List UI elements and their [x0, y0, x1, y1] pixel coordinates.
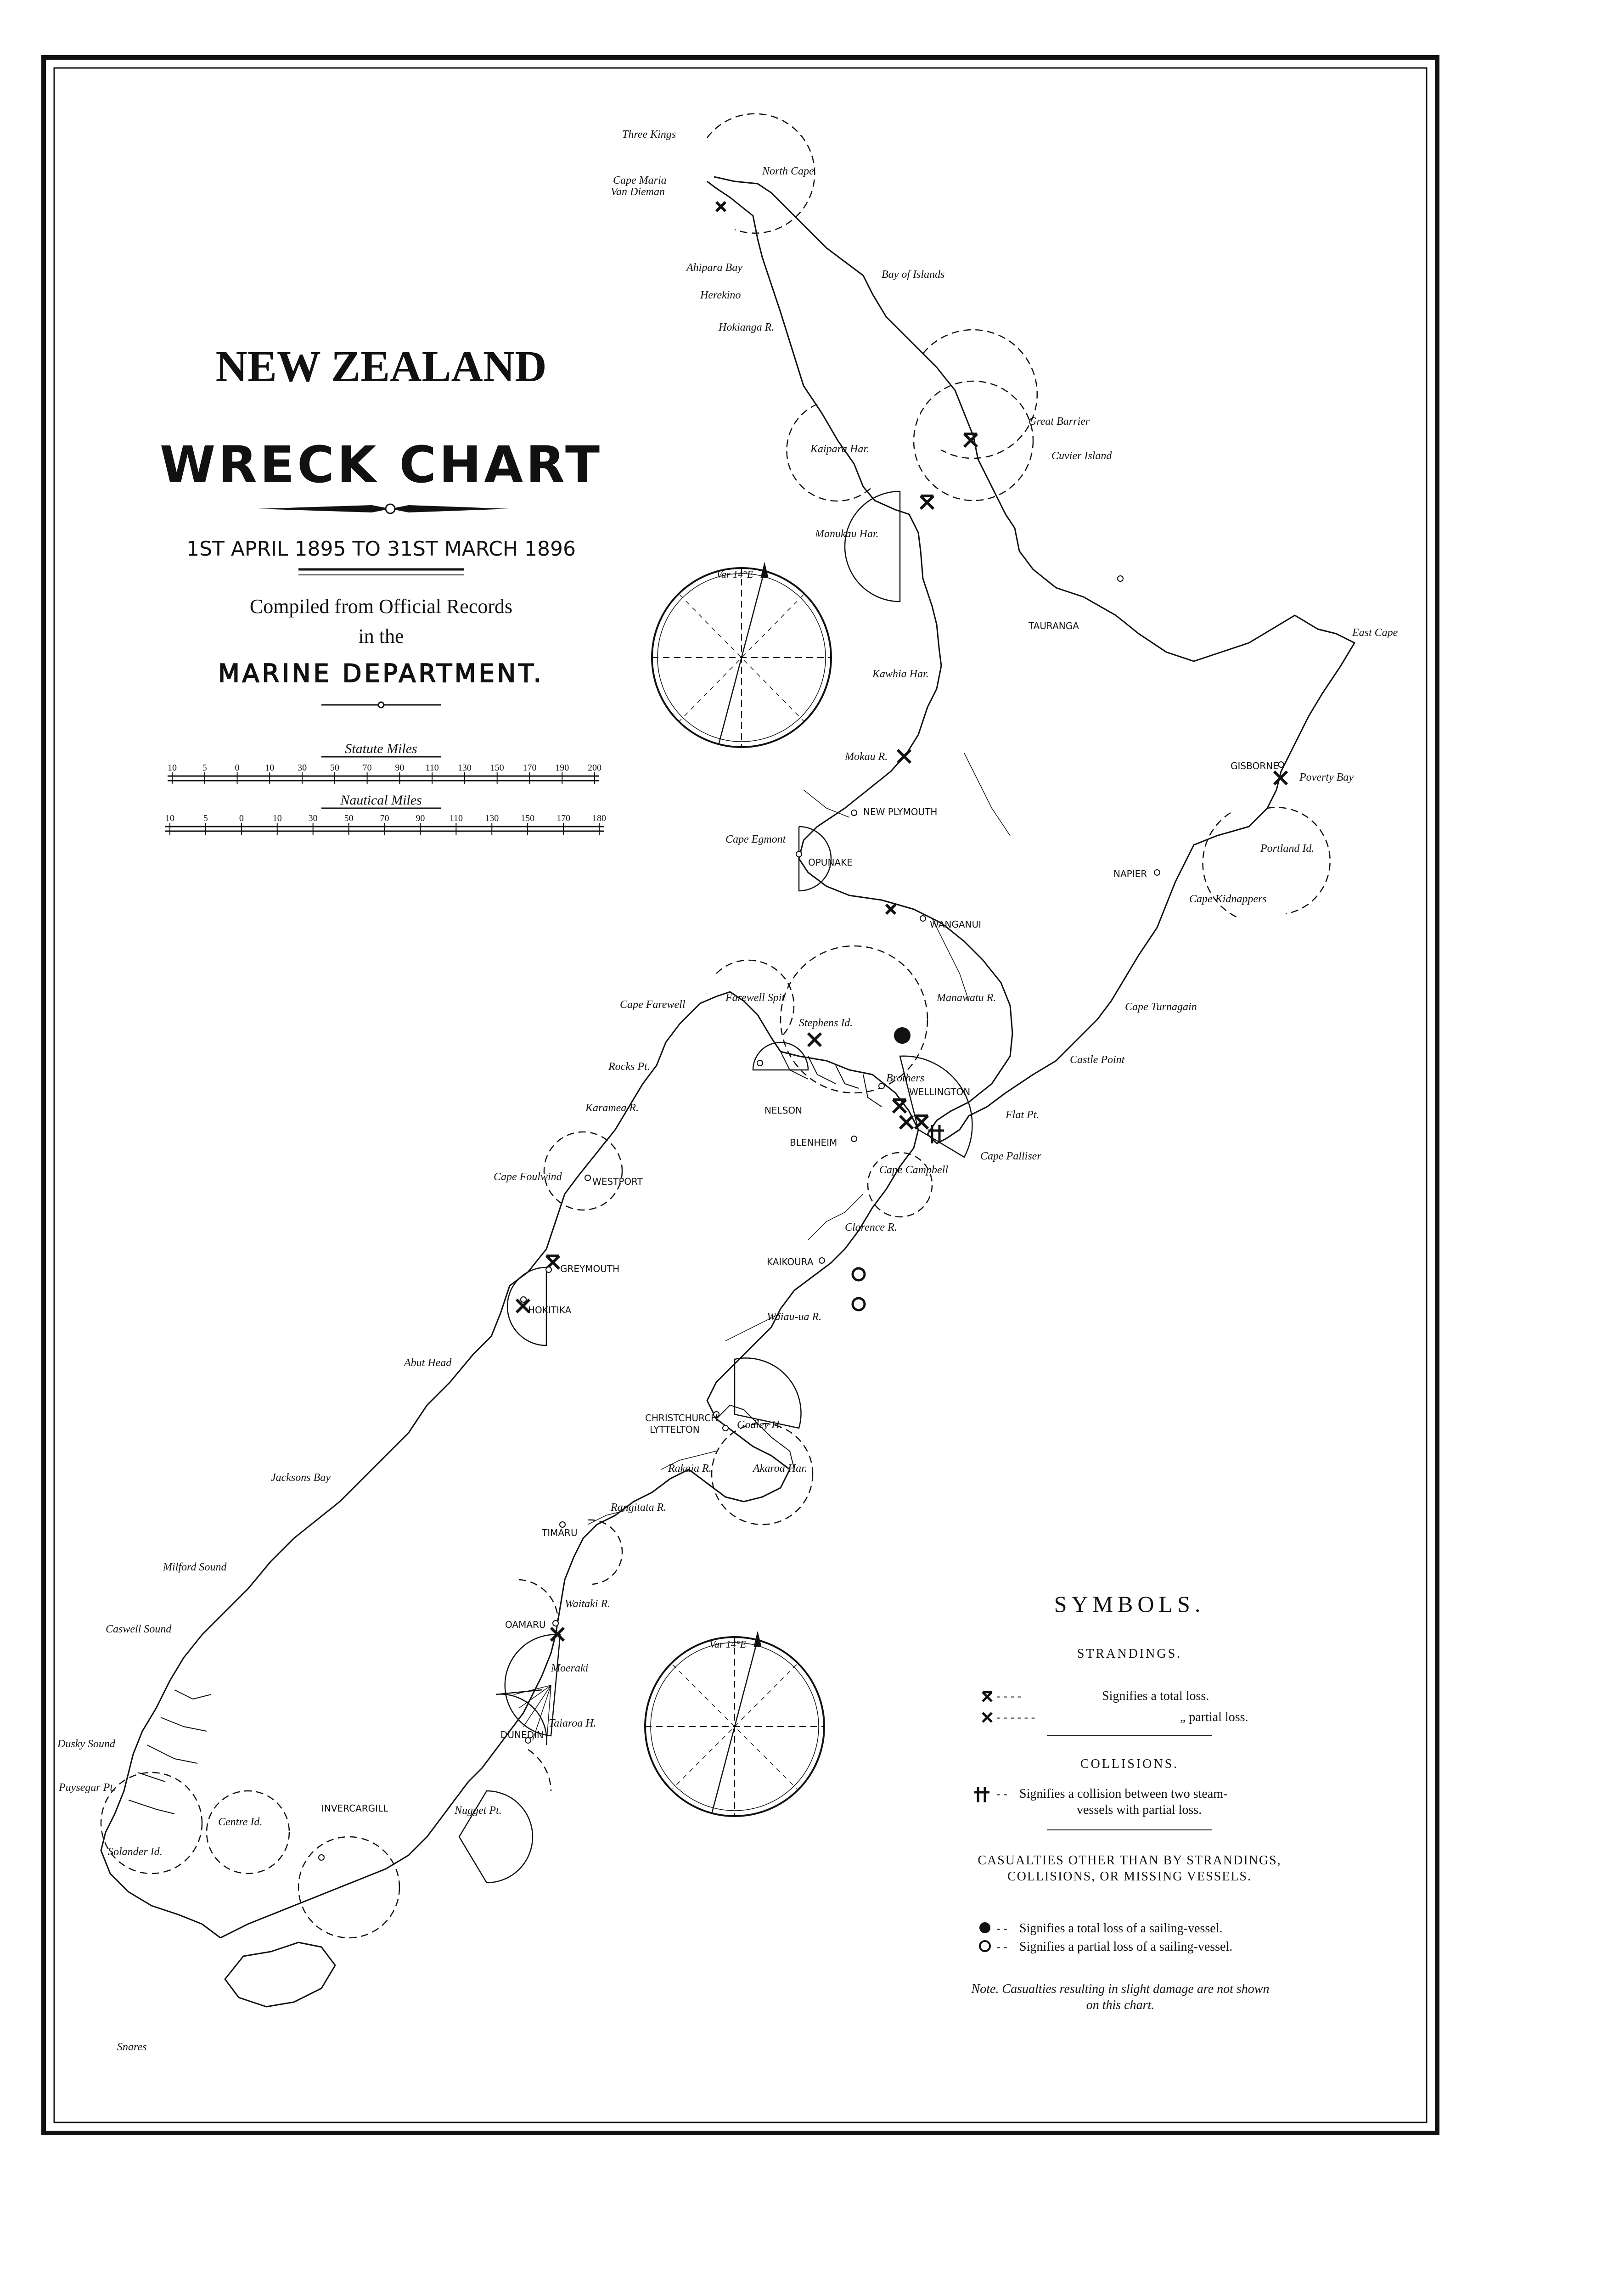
- stranding-total-kawau: [964, 434, 977, 447]
- statute-tick-label: 10: [168, 763, 177, 773]
- light-arc-cape-campbell: [868, 1153, 932, 1217]
- label-great-barrier: Great Barrier: [1029, 416, 1090, 428]
- label-manawatu: Manawatu R.: [937, 992, 996, 1004]
- stranding-partial-wanganui: [886, 905, 895, 914]
- label-blenheim: BLENHEIM: [790, 1137, 838, 1148]
- label-bay-of-islands: Bay of Islands: [882, 269, 945, 281]
- label-wellington: WELLINGTON: [909, 1086, 971, 1097]
- label-jacksons: Jacksons Bay: [271, 1472, 331, 1484]
- title-period: 1ST APRIL 1895 TO 31ST MARCH 1896: [186, 537, 576, 561]
- statute-scale-bar: [168, 776, 599, 781]
- department-rule: [321, 702, 441, 708]
- label-waitaki: Waitaki R.: [565, 1598, 611, 1610]
- sailing-partial-loss-kaikoura-2: [853, 1298, 865, 1310]
- label-wanganui: WANGANUI: [930, 919, 982, 930]
- legend-casualties-2: COLLISIONS, OR MISSING VESSELS.: [1007, 1869, 1252, 1884]
- stranding-total-wellington-1: [893, 1100, 906, 1113]
- label-caswell: Caswell Sound: [106, 1623, 172, 1635]
- legend-strandings: STRANDINGS.: [1077, 1647, 1182, 1661]
- nautical-tick-label: 150: [521, 813, 535, 823]
- title-department: MARINE DEPARTMENT.: [218, 659, 544, 688]
- label-abut-head: Abut Head: [404, 1357, 452, 1369]
- nautical-tick-label: 90: [416, 813, 425, 823]
- label-nugget: Nugget Pt.: [455, 1805, 502, 1817]
- svg-text:- - - - - -: - - - - - -: [996, 1711, 1035, 1724]
- place-labels: [57, 129, 1398, 2053]
- light-arc-mokohinau: [923, 330, 1037, 458]
- statute-tick-label: 190: [555, 763, 569, 773]
- stranding-partial-cape-maria: [716, 202, 725, 211]
- label-cape-palliser: Cape Palliser: [980, 1150, 1041, 1162]
- statute-tick-label: 10: [265, 763, 275, 773]
- statute-tick-label: 200: [588, 763, 601, 773]
- label-cape-egmont: Cape Egmont: [725, 833, 786, 845]
- label-oamaru: OAMARU: [505, 1619, 546, 1630]
- stranding-partial-wellington-2: [900, 1116, 913, 1129]
- label-mokau: Mokau R.: [845, 751, 888, 763]
- light-arc-centre-island: [207, 1791, 289, 1874]
- nautical-tick-label: 10: [272, 813, 282, 823]
- legend-sail-partial-text: Signifies a partial loss of a sailing-vessel.: [1019, 1940, 1233, 1954]
- label-hokitika: HOKITIKA: [528, 1305, 572, 1316]
- stranding-total-auckland: [921, 496, 933, 509]
- label-stephens: Stephens Id.: [799, 1017, 853, 1029]
- legend-total-loss-text: Signifies a total loss.: [1102, 1689, 1209, 1703]
- compass-var-label-south: Var 14°E: [709, 1638, 747, 1650]
- light-arc-cape-saunders: [528, 1750, 551, 1791]
- label-north-cape: North Cape: [762, 165, 814, 177]
- label-clarence: Clarence R.: [845, 1221, 897, 1233]
- statute-tick-label: 110: [425, 763, 439, 773]
- legend-heading: SYMBOLS.: [1054, 1591, 1205, 1617]
- statute-tick-label: 30: [298, 763, 307, 773]
- statute-tick-label: 130: [457, 763, 472, 773]
- label-centre-island: Centre Id.: [218, 1816, 263, 1828]
- nautical-tick-label: 30: [308, 813, 318, 823]
- nautical-tick-label: 110: [449, 813, 463, 823]
- legend-note-1: Note. Casualties resulting in slight damage are not shown: [971, 1982, 1270, 1996]
- nautical-tick-label: 180: [592, 813, 606, 823]
- compass-rose-north: [652, 563, 831, 747]
- south-island-west-coast: [101, 1003, 700, 1938]
- label-rocks-pt: Rocks Pt.: [608, 1061, 650, 1073]
- legend-collision-symbol: [974, 1787, 989, 1802]
- sailing-total-loss-cook-strait: [895, 1029, 909, 1042]
- label-invercargill: INVERCARGILL: [321, 1803, 388, 1814]
- label-cape-maria: Cape Maria: [613, 174, 667, 186]
- svg-text:- -: - -: [996, 1922, 1007, 1935]
- label-cape-turnagain: Cape Turnagain: [1125, 1001, 1197, 1013]
- legend-sail-total-text: Signifies a total loss of a sailing-vessel.: [1019, 1921, 1223, 1936]
- label-rakaia: Rakaia R.: [668, 1463, 712, 1474]
- label-christchurch: CHRISTCHURCH: [645, 1412, 718, 1424]
- south-island-east-coast: [220, 992, 918, 1938]
- light-arc-tiritiri: [914, 381, 1033, 501]
- label-new-plymouth: NEW PLYMOUTH: [863, 806, 938, 817]
- label-portland: Portland Id.: [1260, 843, 1315, 855]
- title-compiled: Compiled from Official Records: [249, 595, 513, 618]
- legend: [971, 1591, 1282, 2012]
- label-dusky: Dusky Sound: [57, 1738, 115, 1750]
- nautical-tick-label: 0: [239, 813, 244, 823]
- title-new-zealand: NEW ZEALAND: [215, 342, 547, 391]
- legend-partial-loss-text: „ partial loss.: [1180, 1710, 1248, 1724]
- label-kaipara: Kaipara Har.: [810, 443, 870, 455]
- label-manukau: Manukau Har.: [815, 528, 879, 540]
- label-godley: Godley H.: [737, 1419, 782, 1431]
- nautical-tick-label: 10: [165, 813, 174, 823]
- legend-collisions: COLLISIONS.: [1080, 1757, 1179, 1771]
- nautical-tick-label: 130: [485, 813, 499, 823]
- label-hokianga: Hokianga R.: [719, 321, 775, 333]
- legend-collision-text-1: Signifies a collision between two steam-: [1019, 1787, 1228, 1801]
- label-gisborne: GISBORNE: [1231, 760, 1279, 771]
- legend-collision-text-2: vessels with partial loss.: [1077, 1803, 1202, 1817]
- legend-partial-loss-symbol: [983, 1713, 992, 1722]
- label-cape-kidnappers: Cape Kidnappers: [1189, 893, 1267, 905]
- label-herekino: Herekino: [700, 289, 741, 301]
- statute-tick-label: 70: [362, 763, 372, 773]
- label-puysegur: Puysegur Pt.: [59, 1782, 116, 1794]
- label-lyttelton: LYTTELTON: [650, 1424, 700, 1435]
- label-cape-campbell: Cape Campbell: [879, 1164, 948, 1176]
- label-brothers: Brothers: [886, 1072, 925, 1084]
- label-flat-pt: Flat Pt.: [1006, 1109, 1040, 1121]
- label-greymouth: GREYMOUTH: [560, 1263, 620, 1274]
- nautical-tick-label: 5: [203, 813, 208, 823]
- compass-rose-south: [645, 1632, 824, 1816]
- label-nelson: NELSON: [764, 1105, 803, 1116]
- label-castle-point: Castle Point: [1070, 1054, 1125, 1066]
- compass-var-label-north: Var 14°E: [716, 568, 753, 580]
- legend-total-loss-symbol: [983, 1692, 992, 1701]
- label-napier: NAPIER: [1113, 868, 1147, 879]
- label-taiaroa: Taiaroa H.: [549, 1717, 596, 1729]
- nautical-tick-label: 70: [380, 813, 389, 823]
- label-east-cape: East Cape: [1352, 627, 1398, 639]
- svg-text:- -: - -: [996, 1940, 1007, 1953]
- statute-tick-label: 50: [330, 763, 339, 773]
- legend-sail-total-symbol: [979, 1922, 990, 1933]
- statute-tick-label: 170: [523, 763, 537, 773]
- label-cape-foulwind: Cape Foulwind: [494, 1171, 562, 1183]
- light-arc-godley: [735, 1358, 801, 1428]
- statute-tick-label: 150: [490, 763, 504, 773]
- stranding-partial-mokau: [898, 750, 911, 763]
- scale-bars: [165, 741, 606, 835]
- light-arc-dog-island: [298, 1837, 399, 1938]
- title-block: [160, 342, 602, 708]
- legend-casualties-1: CASUALTIES OTHER THAN BY STRANDINGS,: [978, 1853, 1282, 1868]
- label-farewell-spit: Farewell Spit: [725, 992, 785, 1004]
- stewart-island: [225, 1942, 335, 2007]
- label-milford: Milford Sound: [163, 1561, 227, 1573]
- label-westport: WESTPORT: [592, 1176, 643, 1187]
- label-van-dieman: Van Dieman: [611, 186, 665, 198]
- label-karamea: Karamea R.: [585, 1102, 639, 1114]
- label-timaru: TIMARU: [542, 1527, 578, 1538]
- title-in-the: in the: [358, 625, 404, 647]
- label-dunedin: DUNEDIN: [500, 1729, 544, 1740]
- label-cuvier: Cuvier Island: [1051, 450, 1112, 462]
- sailing-partial-loss-kaikoura-1: [853, 1268, 865, 1280]
- stranding-partial-stephens: [808, 1033, 821, 1046]
- nautical-miles-label: Nautical Miles: [340, 793, 422, 808]
- title-wreck-chart: WRECK CHART: [159, 435, 603, 494]
- light-arc-portland: [1267, 807, 1330, 914]
- svg-text:- -: - -: [996, 1787, 1007, 1801]
- label-kaikoura: KAIKOURA: [767, 1256, 814, 1267]
- label-akaroa: Akaroa Har.: [753, 1463, 807, 1474]
- statute-tick-label: 0: [235, 763, 240, 773]
- statute-tick-label: 5: [202, 763, 207, 773]
- svg-text:- - - -: - - - -: [996, 1689, 1022, 1703]
- statute-miles-label: Statute Miles: [345, 741, 417, 756]
- legend-note-2: on this chart.: [1086, 1998, 1155, 2012]
- statute-tick-label: 90: [395, 763, 405, 773]
- wreck-symbols: [517, 202, 1287, 1641]
- label-poverty-bay: Poverty Bay: [1299, 771, 1354, 783]
- label-solander: Solander Id.: [108, 1846, 163, 1858]
- label-moeraki: Moeraki: [551, 1662, 589, 1674]
- north-island-east-coast: [714, 177, 1355, 1143]
- nautical-tick-label: 50: [344, 813, 354, 823]
- label-ahipara: Ahipara Bay: [686, 262, 742, 274]
- label-opunake: OPUNAKE: [808, 857, 853, 868]
- label-tauranga: TAURANGA: [1029, 620, 1079, 631]
- label-kawhia: Kawhia Har.: [872, 668, 929, 680]
- title-rule: [257, 504, 510, 513]
- legend-sail-partial-symbol: [980, 1941, 990, 1951]
- label-rangitata: Rangitata R.: [611, 1502, 667, 1514]
- label-waiau: Waiau-ua R.: [767, 1311, 822, 1323]
- label-three-kings: Three Kings: [622, 129, 676, 141]
- label-cape-farewell: Cape Farewell: [620, 999, 686, 1011]
- nautical-tick-label: 170: [556, 813, 571, 823]
- label-snares: Snares: [117, 2041, 147, 2053]
- light-arc-puysegur: [101, 1773, 202, 1874]
